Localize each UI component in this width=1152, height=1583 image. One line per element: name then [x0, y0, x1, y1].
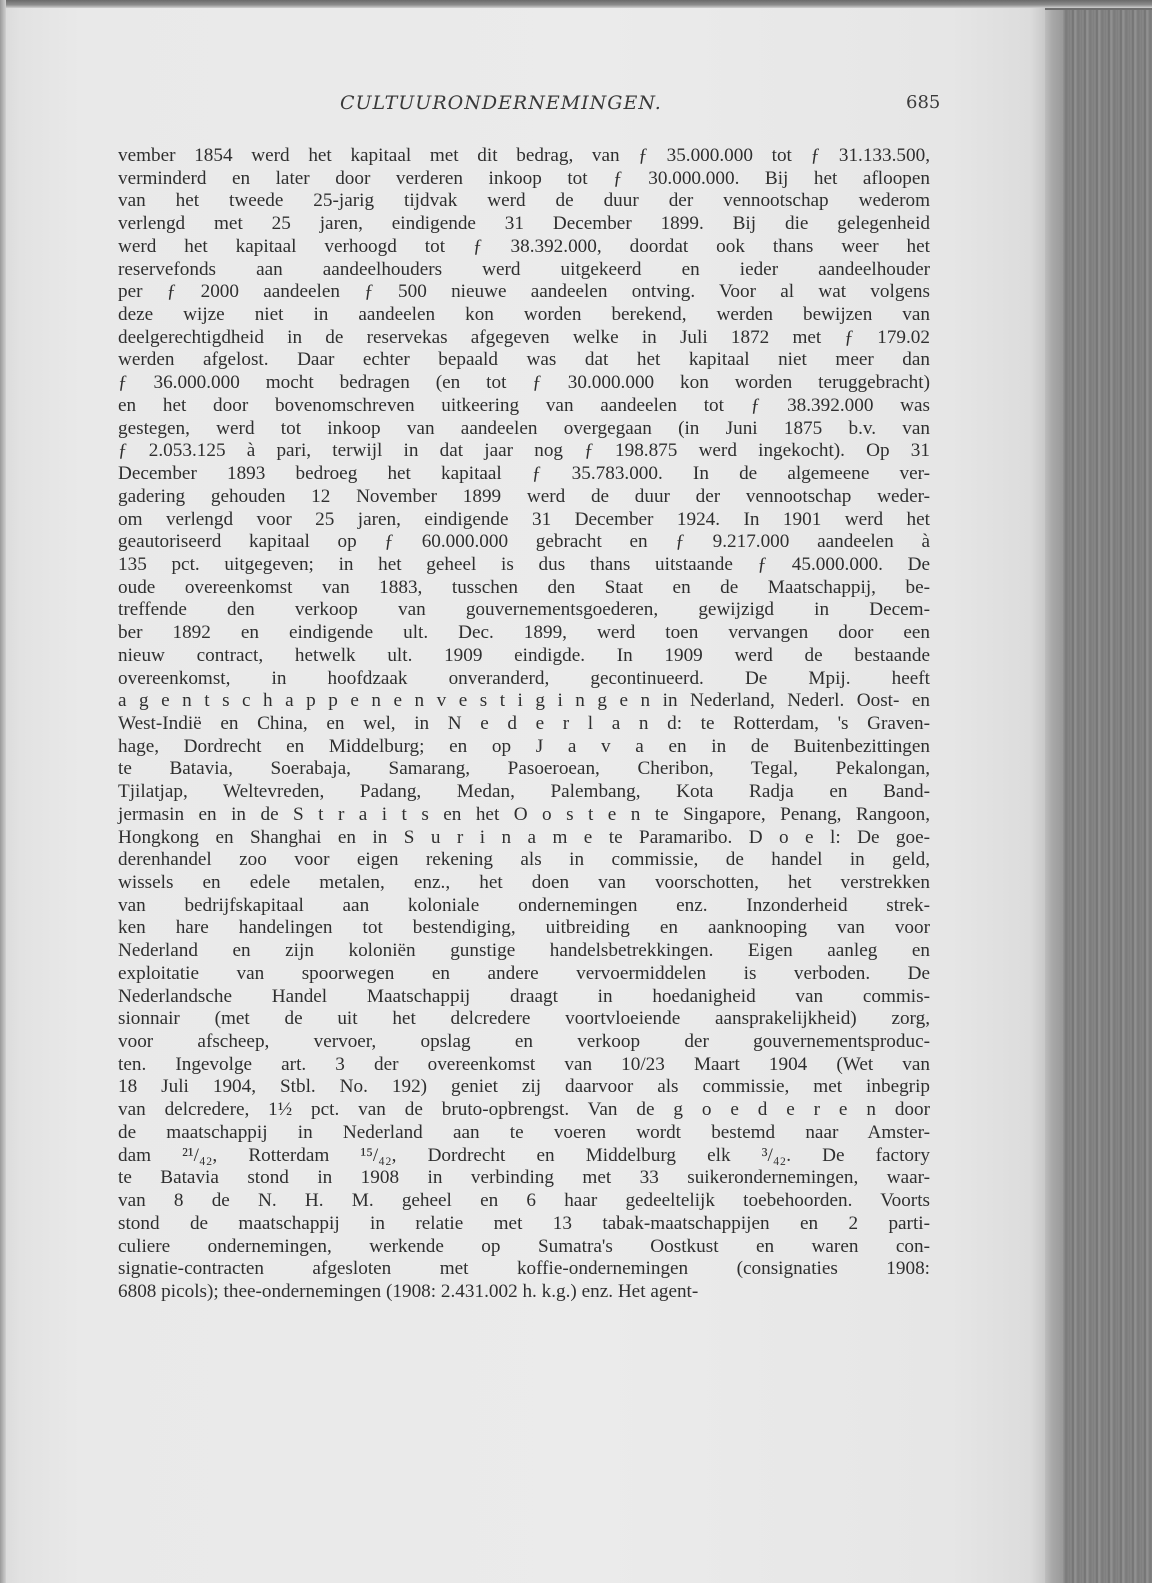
text-line: werd het kapitaal verhoogd tot ƒ 38.392.000, doordat ook thans weer het [118, 235, 930, 257]
text-line: reservefonds aan aandeelhouders werd uitgekeerd en ieder aandeelhouder [118, 258, 930, 280]
text-line: 135 pct. uitgegeven; in het geheel is dus thans uitstaande ƒ 45.000.000. De [118, 553, 930, 575]
text-line: verminderd en later door verderen inkoop tot ƒ 30.000.000. Bij het afloopen [118, 167, 930, 189]
text-line: stond de maatschappij in relatie met 13 tabak-maatschappijen en 2 parti- [118, 1212, 930, 1234]
running-header [100, 92, 950, 118]
text-line: exploitatie van spoorwegen en andere vervoermiddelen is verboden. De [118, 962, 930, 984]
page-top-shadow [0, 0, 1152, 8]
text-line: hage, Dordrecht en Middelburg; en op J a v a en in de Buitenbezittingen [118, 735, 930, 757]
body-text [118, 145, 930, 1304]
text-line: werden afgelost. Daar echter bepaald was dat het kapitaal niet meer dan [118, 349, 930, 371]
text-line: derenhandel zoo voor eigen rekening als in commissie, de handel in geld, [118, 849, 930, 871]
text-line: vember 1854 werd het kapitaal met dit bedrag, van ƒ 35.000.000 tot ƒ 31.133.500, [118, 145, 930, 166]
text-line: Nederlandsche Handel Maatschappij draagt in hoedanigheid van commis- [118, 985, 930, 1007]
text-line: culiere ondernemingen, werkende op Sumatra's Oostkust en waren con- [118, 1235, 930, 1257]
text-line: December 1893 bedroeg het kapitaal ƒ 35.783.000. In de algemeene ver- [118, 463, 930, 485]
text-line: gadering gehouden 12 November 1899 werd de duur der vennootschap weder- [118, 485, 930, 507]
text-line: van bedrijfskapitaal aan koloniale ondernemingen enz. Inzonderheid strek- [118, 894, 930, 916]
text-line: de maatschappij in Nederland aan te voeren wordt bestemd naar Amster- [118, 1121, 930, 1143]
text-line: ƒ 2.053.125 à pari, terwijl in dat jaar nog ƒ 198.875 werd ingekocht). Op 31 [118, 440, 930, 462]
text-line: West-Indië en China, en wel, in N e d e r l a n d: te Rotterdam, 's Graven- [118, 712, 930, 734]
text-line: om verlengd voor 25 jaren, eindigende 31 December 1924. In 1901 werd het [118, 508, 930, 530]
page-number: 685 [906, 92, 941, 113]
text-line: te Batavia stond in 1908 in verbinding met 33 suikerondernemingen, waar- [118, 1167, 930, 1189]
text-line: Nederland en zijn koloniën gunstige handelsbetrekkingen. Eigen aanleg en [118, 940, 930, 962]
text-line: overeenkomst, in hoofdzaak onveranderd, gecontinueerd. De Mpij. heeft [118, 667, 930, 689]
text-line: en het door bovenomschreven uitkeering van aandeelen tot ƒ 38.392.000 was [118, 394, 930, 416]
text-line: ken hare handelingen tot bestendiging, uitbreiding en aanknooping van voor [118, 917, 930, 939]
text-line: oude overeenkomst van 1883, tusschen den Staat en de Maatschappij, be- [118, 576, 930, 598]
text-line: jermasin en in de S t r a i t s en het O o s t e n te Singapore, Penang, Rangoon, [118, 803, 930, 825]
text-line: a g e n t s c h a p p e n e n v e s t i g i n g e n in Nederland, Nederl. Oost- en [118, 690, 930, 712]
text-line: ten. Ingevolge art. 3 der overeenkomst van 10/23 Maart 1904 (Wet van [118, 1053, 930, 1075]
text-line: per ƒ 2000 aandeelen ƒ 500 nieuwe aandeelen ontving. Voor al wat volgens [118, 281, 930, 303]
text-line: geautoriseerd kapitaal op ƒ 60.000.000 gebracht en ƒ 9.217.000 aandeelen à [118, 531, 930, 553]
book-page-edges [1045, 10, 1152, 1583]
text-line: van 8 de N. H. M. geheel en 6 haar gedeeltelijk toebehoorden. Voorts [118, 1190, 930, 1212]
text-line: van het tweede 25-jarig tijdvak werd de duur der vennootschap wederom [118, 190, 930, 212]
text-line: ber 1892 en eindigende ult. Dec. 1899, werd toen vervangen door een [118, 622, 930, 644]
text-line: Hongkong en Shanghai en in S u r i n a m e te Paramaribo. D o e l: De goe- [118, 826, 930, 848]
text-line: voor afscheep, vervoer, opslag en verkoop der gouvernementsproduc- [118, 1031, 930, 1053]
text-line: gestegen, werd tot inkoop van aandeelen overgegaan (in Juni 1875 b.v. van [118, 417, 930, 439]
text-line: nieuw contract, hetwelk ult. 1909 eindigde. In 1909 werd de bestaande [118, 644, 930, 666]
text-line: signatie-contracten afgesloten met koffie-ondernemingen (consignaties 1908: [118, 1258, 930, 1280]
text-line: treffende den verkoop van gouvernementsgoederen, gewijzigd in Decem- [118, 599, 930, 621]
text-line: te Batavia, Soerabaja, Samarang, Pasoeroean, Cheribon, Tegal, Pekalongan, [118, 758, 930, 780]
text-line: Tjilatjap, Weltevreden, Padang, Medan, Palembang, Kota Radja en Band- [118, 781, 930, 803]
text-line: sionnair (met de uit het delcredere voortvloeiende aansprakelijkheid) zorg, [118, 1008, 930, 1030]
text-line: deelgerechtigdheid in de reservekas afgegeven welke in Juli 1872 met ƒ 179.02 [118, 326, 930, 348]
text-line: 6808 picols); thee-ondernemingen (1908: 2.431.002 h. k.g.) enz. Het agent- [118, 1280, 699, 1302]
text-line: dam ²¹/₄₂, Rotterdam ¹⁵/₄₂, Dordrecht en Middelburg elk ³/₄₂. De factory [118, 1144, 930, 1166]
text-line: wissels en edele metalen, enz., het doen van voorschotten, het verstrekken [118, 872, 930, 893]
text-line: ƒ 36.000.000 mocht bedragen (en tot ƒ 30.000.000 kon worden teruggebracht) [118, 372, 930, 394]
text-line: 18 Juli 1904, Stbl. No. 192) geniet zij daarvoor als commissie, met inbegrip [118, 1076, 930, 1098]
text-line: van delcredere, 1½ pct. van de bruto-opbrengst. Van de g o e d e r e n door [118, 1099, 930, 1121]
running-title: CULTUURONDERNEMINGEN. [340, 92, 662, 114]
text-line: deze wijze niet in aandeelen kon worden berekend, werden bewijzen van [118, 304, 930, 326]
text-line: verlengd met 25 jaren, eindigende 31 December 1899. Bij die gelegenheid [118, 213, 930, 235]
page-left-edge [0, 0, 6, 1583]
